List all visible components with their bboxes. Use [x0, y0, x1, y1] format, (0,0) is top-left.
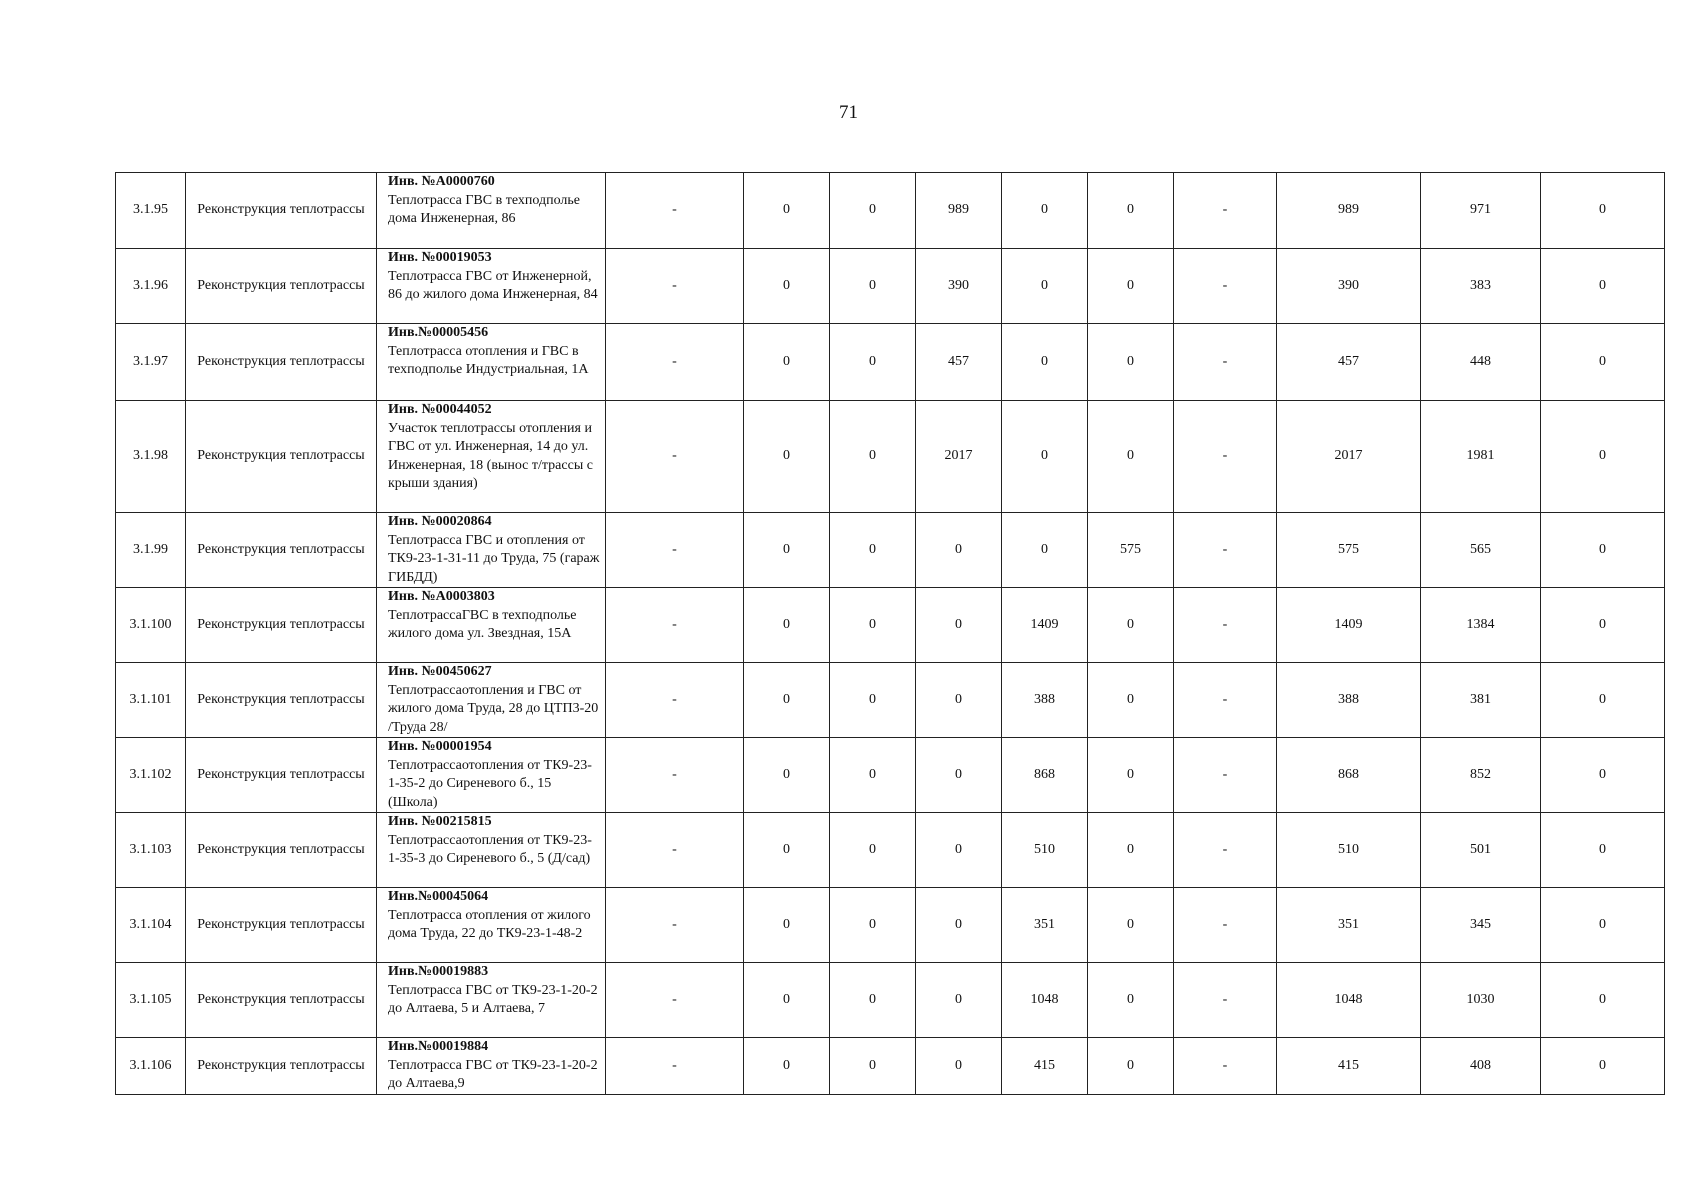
- table-row: [116, 738, 1665, 813]
- inventory-number: Инв.№00005456: [388, 325, 489, 340]
- value-cell: 0: [1088, 963, 1174, 1038]
- value-cell: 971: [1421, 173, 1541, 249]
- value-cell: 0: [1541, 738, 1665, 813]
- inventory-number: Инв.№00019884: [388, 1039, 489, 1054]
- value-cell: -: [1174, 401, 1277, 513]
- value-cell: 2017: [916, 401, 1002, 513]
- row-number-cell: 3.1.105: [116, 963, 186, 1038]
- value-cell: 0: [916, 813, 1002, 888]
- value-cell: 408: [1421, 1038, 1541, 1095]
- inventory-number: Инв. №00020864: [388, 514, 492, 529]
- object-description-cell: [377, 588, 606, 663]
- value-cell: -: [1174, 888, 1277, 963]
- value-cell: 0: [1002, 401, 1088, 513]
- value-cell: 457: [1277, 324, 1421, 401]
- work-type-cell: Реконструкция теплотрассы: [186, 813, 377, 888]
- value-cell: 0: [744, 513, 830, 588]
- value-cell: -: [1174, 173, 1277, 249]
- value-cell: 0: [1088, 738, 1174, 813]
- value-cell: 1048: [1277, 963, 1421, 1038]
- value-cell: 0: [830, 888, 916, 963]
- object-description-cell: [377, 663, 606, 738]
- object-description: Теплотрасса отопления от жилого дома Труда, 22 до ТК9-23-1-48-2: [388, 907, 591, 941]
- value-cell: 0: [830, 963, 916, 1038]
- value-cell: -: [1174, 663, 1277, 738]
- inventory-number: Инв.№00019883: [388, 964, 489, 979]
- value-cell: 565: [1421, 513, 1541, 588]
- object-description: ТеплотрассаГВС в техподполье жилого дома ул. Звездная, 15А: [388, 607, 577, 641]
- value-cell: 0: [830, 588, 916, 663]
- object-description: Теплотрасса ГВС и отопления от ТК9-23-1-31-11 до Труда, 75 (гараж ГИБДД): [388, 532, 600, 585]
- object-description-cell: [377, 813, 606, 888]
- investment-table: [115, 172, 1665, 1095]
- row-number-cell: 3.1.95: [116, 173, 186, 249]
- value-cell: 868: [1002, 738, 1088, 813]
- value-cell: 351: [1002, 888, 1088, 963]
- value-cell: -: [606, 324, 744, 401]
- value-cell: 0: [744, 1038, 830, 1095]
- value-cell: 388: [1002, 663, 1088, 738]
- value-cell: 1409: [1002, 588, 1088, 663]
- value-cell: -: [606, 1038, 744, 1095]
- object-description-cell: [377, 963, 606, 1038]
- object-description-cell: [377, 888, 606, 963]
- object-description: Теплотрасса ГВС от ТК9-23-1-20-2 до Алтаева, 5 и Алтаева, 7: [388, 982, 598, 1016]
- value-cell: 0: [1541, 249, 1665, 324]
- value-cell: -: [1174, 588, 1277, 663]
- object-description-cell: [377, 401, 606, 513]
- value-cell: 2017: [1277, 401, 1421, 513]
- object-description: Теплотрасса ГВС в техподполье дома Инженерная, 86: [388, 192, 580, 226]
- value-cell: 0: [830, 1038, 916, 1095]
- table-row: [116, 513, 1665, 588]
- work-type-cell: Реконструкция теплотрассы: [186, 888, 377, 963]
- value-cell: 0: [1541, 324, 1665, 401]
- value-cell: 0: [916, 738, 1002, 813]
- value-cell: -: [606, 963, 744, 1038]
- value-cell: 852: [1421, 738, 1541, 813]
- value-cell: 0: [1088, 401, 1174, 513]
- value-cell: 0: [1541, 588, 1665, 663]
- value-cell: 0: [1541, 401, 1665, 513]
- value-cell: -: [1174, 324, 1277, 401]
- value-cell: 351: [1277, 888, 1421, 963]
- object-description: Теплотрассаотопления от ТК9-23-1-35-2 до Сиреневого б., 15 (Школа): [388, 757, 592, 810]
- value-cell: 0: [830, 663, 916, 738]
- table-row: [116, 1038, 1665, 1095]
- value-cell: 0: [830, 738, 916, 813]
- table-row: [116, 888, 1665, 963]
- object-description-cell: [377, 249, 606, 324]
- work-type-cell: Реконструкция теплотрассы: [186, 588, 377, 663]
- table-row: [116, 173, 1665, 249]
- row-number-cell: 3.1.96: [116, 249, 186, 324]
- value-cell: 575: [1088, 513, 1174, 588]
- value-cell: 0: [1002, 324, 1088, 401]
- value-cell: 0: [1088, 663, 1174, 738]
- value-cell: 0: [744, 738, 830, 813]
- value-cell: 0: [1088, 173, 1174, 249]
- value-cell: -: [1174, 513, 1277, 588]
- value-cell: 0: [1002, 249, 1088, 324]
- table-body: [116, 173, 1665, 1095]
- row-number-cell: 3.1.104: [116, 888, 186, 963]
- page-number: 71: [839, 102, 858, 123]
- value-cell: 1384: [1421, 588, 1541, 663]
- row-number-cell: 3.1.106: [116, 1038, 186, 1095]
- value-cell: 0: [1002, 173, 1088, 249]
- value-cell: 0: [1541, 813, 1665, 888]
- value-cell: -: [606, 663, 744, 738]
- value-cell: 0: [1541, 963, 1665, 1038]
- value-cell: 0: [916, 513, 1002, 588]
- value-cell: -: [1174, 738, 1277, 813]
- row-number-cell: 3.1.97: [116, 324, 186, 401]
- value-cell: 415: [1002, 1038, 1088, 1095]
- row-number-cell: 3.1.99: [116, 513, 186, 588]
- value-cell: 0: [1088, 813, 1174, 888]
- value-cell: 0: [744, 249, 830, 324]
- work-type-cell: Реконструкция теплотрассы: [186, 513, 377, 588]
- value-cell: 0: [1541, 173, 1665, 249]
- value-cell: 390: [916, 249, 1002, 324]
- object-description: Теплотрасса ГВС от Инженерной, 86 до жилого дома Инженерная, 84: [388, 268, 598, 302]
- inventory-number: Инв. №00450627: [388, 664, 492, 679]
- work-type-cell: Реконструкция теплотрассы: [186, 173, 377, 249]
- value-cell: 0: [830, 173, 916, 249]
- value-cell: 0: [1541, 888, 1665, 963]
- object-description: Теплотрасса ГВС от ТК9-23-1-20-2 до Алтаева,9: [388, 1057, 598, 1091]
- object-description-cell: [377, 324, 606, 401]
- value-cell: -: [606, 888, 744, 963]
- row-number-cell: 3.1.98: [116, 401, 186, 513]
- value-cell: 0: [744, 888, 830, 963]
- value-cell: 383: [1421, 249, 1541, 324]
- value-cell: -: [1174, 963, 1277, 1038]
- value-cell: 0: [1088, 888, 1174, 963]
- value-cell: 510: [1277, 813, 1421, 888]
- value-cell: 415: [1277, 1038, 1421, 1095]
- object-description-cell: [377, 173, 606, 249]
- value-cell: 0: [1541, 1038, 1665, 1095]
- work-type-cell: Реконструкция теплотрассы: [186, 1038, 377, 1095]
- table-row: [116, 963, 1665, 1038]
- value-cell: 457: [916, 324, 1002, 401]
- object-description-cell: [377, 1038, 606, 1095]
- value-cell: 0: [744, 663, 830, 738]
- value-cell: -: [606, 738, 744, 813]
- value-cell: -: [606, 249, 744, 324]
- work-type-cell: Реконструкция теплотрассы: [186, 963, 377, 1038]
- work-type-cell: Реконструкция теплотрассы: [186, 249, 377, 324]
- value-cell: 0: [830, 513, 916, 588]
- table-row: [116, 663, 1665, 738]
- value-cell: 1409: [1277, 588, 1421, 663]
- object-description: Теплотрассаотопления и ГВС от жилого дома Труда, 28 до ЦТП3-20 /Труда 28/: [388, 682, 599, 735]
- value-cell: 381: [1421, 663, 1541, 738]
- value-cell: 0: [1088, 324, 1174, 401]
- value-cell: -: [606, 173, 744, 249]
- work-type-cell: Реконструкция теплотрассы: [186, 663, 377, 738]
- value-cell: 0: [1541, 663, 1665, 738]
- object-description-cell: [377, 513, 606, 588]
- value-cell: 448: [1421, 324, 1541, 401]
- work-type-cell: Реконструкция теплотрассы: [186, 738, 377, 813]
- value-cell: 0: [830, 249, 916, 324]
- value-cell: 0: [830, 324, 916, 401]
- value-cell: 0: [744, 324, 830, 401]
- inventory-number: Инв. №00019053: [388, 250, 492, 265]
- row-number-cell: 3.1.100: [116, 588, 186, 663]
- value-cell: -: [1174, 1038, 1277, 1095]
- value-cell: -: [606, 813, 744, 888]
- work-type-cell: Реконструкция теплотрассы: [186, 324, 377, 401]
- value-cell: 501: [1421, 813, 1541, 888]
- value-cell: 0: [744, 401, 830, 513]
- value-cell: 0: [916, 1038, 1002, 1095]
- value-cell: 868: [1277, 738, 1421, 813]
- value-cell: 1048: [1002, 963, 1088, 1038]
- inventory-number: Инв. №00044052: [388, 402, 492, 417]
- value-cell: 0: [744, 963, 830, 1038]
- row-number-cell: 3.1.103: [116, 813, 186, 888]
- value-cell: 0: [916, 963, 1002, 1038]
- value-cell: 345: [1421, 888, 1541, 963]
- value-cell: -: [606, 513, 744, 588]
- value-cell: 0: [1541, 513, 1665, 588]
- value-cell: 0: [1088, 249, 1174, 324]
- inventory-number: Инв. №00215815: [388, 814, 492, 829]
- inventory-number: Инв. №А0000760: [388, 174, 495, 189]
- value-cell: -: [606, 401, 744, 513]
- value-cell: 1981: [1421, 401, 1541, 513]
- object-description: Участок теплотрассы отопления и ГВС от ул. Инженерная, 14 до ул. Инженерная, 18 (вынос т/трассы с крыши здания): [388, 420, 593, 491]
- inventory-number: Инв. №А0003803: [388, 589, 495, 604]
- value-cell: 0: [830, 813, 916, 888]
- value-cell: 989: [916, 173, 1002, 249]
- value-cell: 388: [1277, 663, 1421, 738]
- row-number-cell: 3.1.101: [116, 663, 186, 738]
- object-description: Теплотрассаотопления от ТК9-23-1-35-3 до Сиреневого б., 5 (Д/сад): [388, 832, 592, 866]
- object-description: Теплотрасса отопления и ГВС в техподполье Индустриальная, 1А: [388, 343, 589, 377]
- table-row: [116, 401, 1665, 513]
- value-cell: 1030: [1421, 963, 1541, 1038]
- value-cell: 989: [1277, 173, 1421, 249]
- value-cell: -: [1174, 249, 1277, 324]
- value-cell: 0: [916, 588, 1002, 663]
- object-description-cell: [377, 738, 606, 813]
- row-number-cell: 3.1.102: [116, 738, 186, 813]
- table-row: [116, 324, 1665, 401]
- table-row: [116, 813, 1665, 888]
- value-cell: 0: [1002, 513, 1088, 588]
- value-cell: 510: [1002, 813, 1088, 888]
- value-cell: 0: [916, 888, 1002, 963]
- inventory-number: Инв. №00001954: [388, 739, 492, 754]
- value-cell: 0: [1088, 588, 1174, 663]
- value-cell: 0: [830, 401, 916, 513]
- value-cell: 0: [744, 813, 830, 888]
- value-cell: 0: [744, 173, 830, 249]
- value-cell: 0: [916, 663, 1002, 738]
- table-row: [116, 588, 1665, 663]
- value-cell: 390: [1277, 249, 1421, 324]
- value-cell: 0: [744, 588, 830, 663]
- table-row: [116, 249, 1665, 324]
- inventory-number: Инв.№00045064: [388, 889, 489, 904]
- value-cell: 0: [1088, 1038, 1174, 1095]
- value-cell: -: [606, 588, 744, 663]
- value-cell: 575: [1277, 513, 1421, 588]
- value-cell: -: [1174, 813, 1277, 888]
- work-type-cell: Реконструкция теплотрассы: [186, 401, 377, 513]
